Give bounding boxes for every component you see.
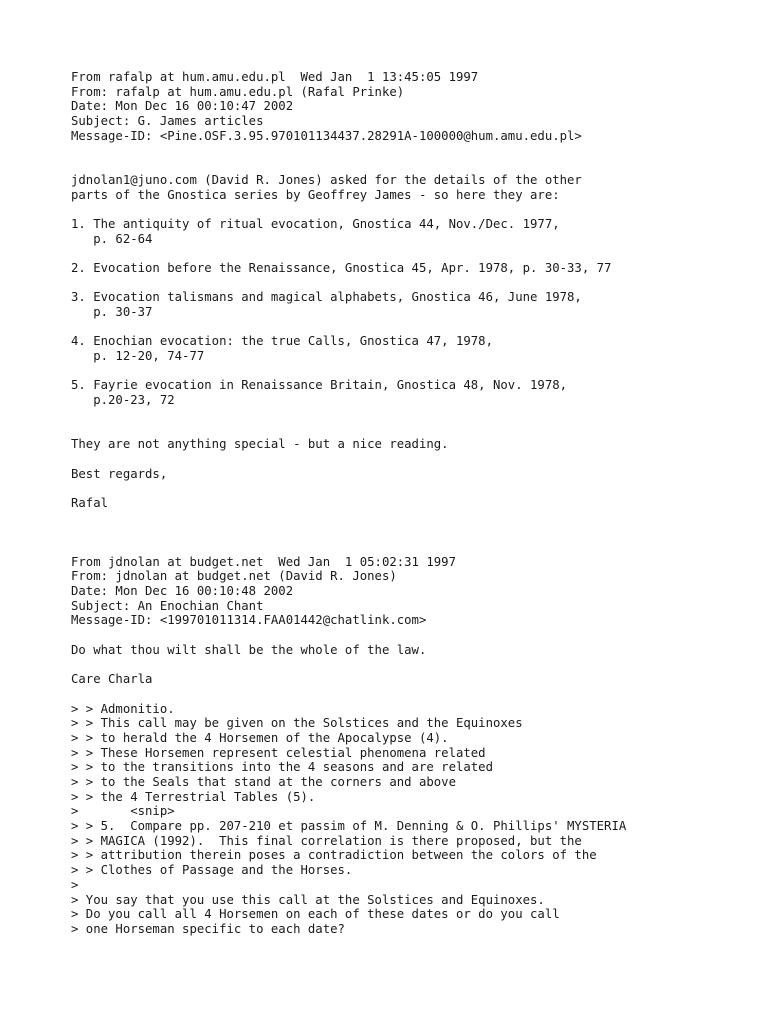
header-message-id-field: Message-ID: <Pine.OSF.3.95.970101134437.28291A-100000@hum.amu.edu.pl> [71, 128, 582, 143]
body-line [71, 481, 751, 496]
quoted-line: > > to the transitions into the 4 seasons and are related [71, 760, 493, 775]
body-line [71, 525, 751, 540]
message-2 [71, 555, 751, 937]
quoted-line: > > MAGICA (1992). This final correlation is there proposed, but the [71, 833, 582, 848]
body-line [71, 511, 751, 526]
reference-item: 1. The antiquity of ritual evocation, Gnostica 44, Nov./Dec. 1977, [71, 216, 560, 231]
quoted-line: > > the 4 Terrestrial Tables (5). [71, 789, 316, 804]
message-2-body [71, 628, 751, 936]
body-line [71, 452, 751, 467]
header-subject-field: Subject: An Enochian Chant [71, 598, 264, 613]
quoted-line: > > to herald the 4 Horsemen of the Apocalypse (4). [71, 730, 449, 745]
quoted-line: > [71, 877, 79, 892]
body-line [71, 628, 751, 643]
greeting: Care Charla [71, 672, 153, 687]
reference-item-pages: p. 12-20, 74-77 [71, 349, 205, 364]
header-from-field: From: rafalp at hum.amu.edu.pl (Rafal Prinke) [71, 84, 405, 99]
body-line [71, 408, 751, 423]
message-1 [71, 70, 751, 555]
body-line: They are not anything special - but a nice reading. [71, 437, 449, 452]
header-date-field: Date: Mon Dec 16 00:10:48 2002 [71, 584, 294, 599]
header-from-field: From: jdnolan at budget.net (David R. Jones) [71, 569, 397, 584]
body-line [71, 202, 751, 217]
quoted-line: > Do you call all 4 Horsemen on each of these dates or do you call [71, 907, 560, 922]
header-subject-field: Subject: G. James articles [71, 114, 264, 129]
sign-off: Best regards, [71, 466, 168, 481]
quoted-line: > > This call may be given on the Solstices and the Equinoxes [71, 716, 523, 731]
reference-item: 4. Enochian evocation: the true Calls, Gnostica 47, 1978, [71, 334, 493, 349]
reference-item-pages: p. 30-37 [71, 305, 153, 319]
reference-item: 5. Fayrie evocation in Renaissance Britain, Gnostica 48, Nov. 1978, [71, 378, 568, 393]
body-line [71, 364, 751, 379]
message-2-header [71, 555, 751, 628]
reference-item-pages: p.20-23, 72 [71, 393, 175, 408]
body-line: Do what thou wilt shall be the whole of the law. [71, 642, 427, 657]
quoted-line: > <snip> [71, 804, 175, 819]
header-from-line: From rafalp at hum.amu.edu.pl Wed Jan 1 13:45:05 1997 [71, 70, 479, 84]
quoted-line: > one Horseman specific to each date? [71, 921, 345, 936]
body-line [71, 158, 751, 173]
body-line: parts of the Gnostica series by Geoffrey James - so here they are: [71, 187, 560, 202]
quoted-line: > > attribution therein poses a contradiction between the colors of the [71, 848, 597, 863]
body-line [71, 143, 751, 158]
body-line [71, 687, 751, 702]
body-line [71, 276, 751, 291]
header-from-line: From jdnolan at budget.net Wed Jan 1 05:02:31 1997 [71, 554, 456, 569]
quoted-line: > You say that you use this call at the Solstices and Equinoxes. [71, 892, 545, 907]
body-line [71, 540, 751, 555]
body-line: jdnolan1@juno.com (David R. Jones) asked for the details of the other [71, 172, 582, 187]
body-line [71, 320, 751, 335]
quoted-line: > > These Horsemen represent celestial phenomena related [71, 745, 486, 760]
header-message-id-field: Message-ID: <199701011314.FAA01442@chatlink.com> [71, 613, 427, 628]
quoted-line: > > to the Seals that stand at the corners and above [71, 775, 456, 789]
quoted-line: > > Admonitio. [71, 701, 175, 716]
body-line [71, 658, 751, 673]
message-1-header [71, 70, 751, 143]
header-date-field: Date: Mon Dec 16 00:10:47 2002 [71, 99, 294, 114]
signature: Rafal [71, 495, 109, 510]
quoted-line: > > 5. Compare pp. 207-210 et passim of M. Denning & O. Phillips' MYSTERIA [71, 819, 627, 834]
reference-item-pages: p. 62-64 [71, 231, 153, 246]
email-archive-page [71, 70, 751, 937]
body-line [71, 246, 751, 261]
quoted-line: > > Clothes of Passage and the Horses. [71, 863, 353, 878]
reference-item: 3. Evocation talismans and magical alphabets, Gnostica 46, June 1978, [71, 290, 582, 305]
message-1-body [71, 143, 751, 554]
body-line [71, 423, 751, 438]
reference-item: 2. Evocation before the Renaissance, Gnostica 45, Apr. 1978, p. 30-33, 77 [71, 260, 612, 275]
